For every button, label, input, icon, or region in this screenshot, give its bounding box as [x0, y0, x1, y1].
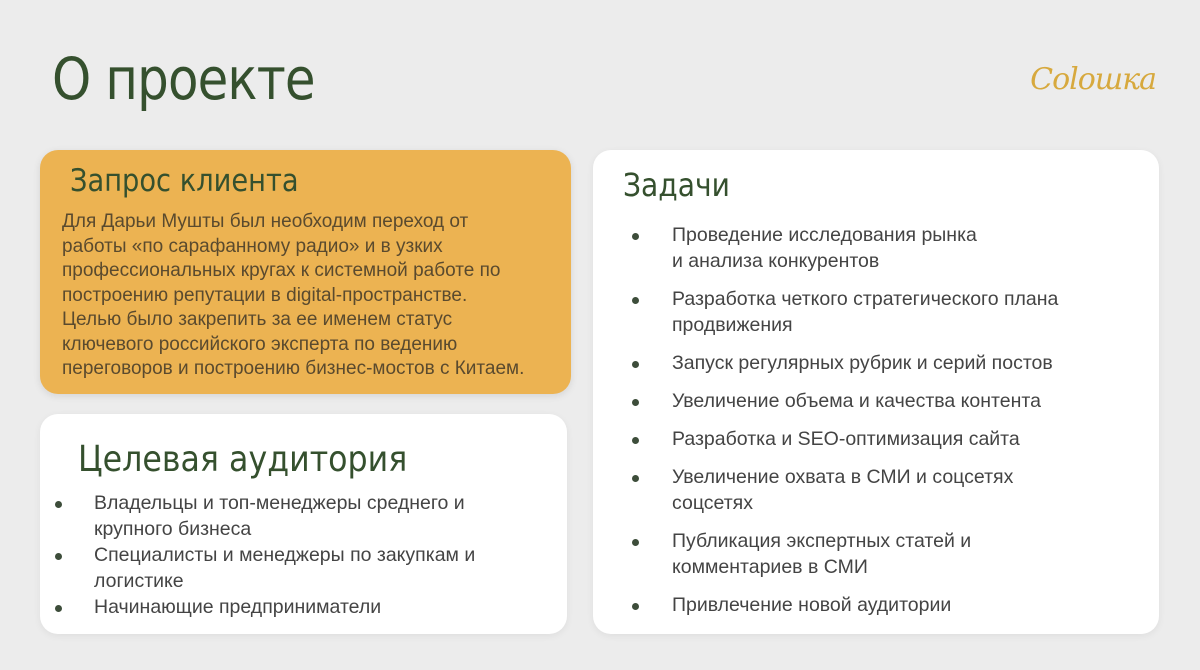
list-item-text: Публикация экспертных статей и: [672, 530, 972, 552]
list-item: [593, 528, 1159, 580]
bullet-icon: [632, 297, 639, 304]
bullet-icon: [55, 605, 62, 612]
list-item: [40, 594, 567, 620]
list-item-text: крупного бизнеса: [94, 518, 252, 540]
list-item: [593, 388, 1159, 414]
list-item-text: Увеличение охвата в СМИ и соцсетях: [672, 466, 1014, 488]
list-item: [593, 222, 1159, 274]
bullet-icon: [632, 603, 639, 610]
list-item: [593, 350, 1159, 376]
bullet-icon: [632, 233, 639, 240]
list-item-text: Проведение исследования рынка: [672, 224, 977, 246]
target-audience-heading: Целевая аудитория: [78, 439, 408, 480]
request-line: ключевого российского эксперта по ведению: [62, 333, 458, 355]
list-item-text: Владельцы и топ-менеджеры среднего и: [94, 492, 465, 514]
list-item-text: Привлечение новой аудитории: [672, 594, 952, 616]
list-item: [40, 490, 567, 542]
tasks-card: [593, 150, 1159, 634]
list-item-text: и анализа конкурентов: [672, 250, 880, 272]
bullet-icon: [632, 361, 639, 368]
client-request-heading: Запрос клиента: [70, 163, 299, 199]
tasks-heading: Задачи: [623, 166, 730, 204]
list-item-text: продвижения: [672, 314, 793, 336]
list-item-text: соцсетях: [672, 492, 753, 514]
page-title: О проекте: [52, 45, 315, 113]
request-line: профессиональных кругах к системной работе по: [62, 260, 501, 281]
client-request-card: [40, 150, 571, 394]
list-item-text: комментариев в СМИ: [672, 556, 868, 578]
list-item: [593, 426, 1159, 452]
audience-list: [40, 490, 567, 620]
list-item-text: Запуск регулярных рубрик и серий постов: [672, 352, 1053, 374]
request-line: построению репутации в digital-пространстве.: [62, 284, 468, 306]
request-line: Целью было закрепить за ее именем статус: [62, 309, 453, 330]
list-item-text: Разработка и SEO-оптимизация сайта: [672, 428, 1020, 450]
list-item-text: Начинающие предприниматели: [94, 596, 382, 618]
bullet-icon: [55, 553, 62, 560]
request-line: Для Дарьи Мушты был необходим переход от: [62, 211, 469, 232]
target-audience-card: [40, 414, 567, 634]
request-line: работы «по сарафанному радио» и в узких: [62, 235, 443, 257]
bullet-icon: [632, 399, 639, 406]
list-item: [593, 464, 1159, 516]
brand-logo: Сolошка: [1030, 62, 1156, 97]
client-request-text: [62, 210, 562, 382]
tasks-list: [593, 222, 1159, 630]
bullet-icon: [55, 501, 62, 508]
list-item: [593, 286, 1159, 338]
bullet-icon: [632, 539, 639, 546]
list-item-text: Специалисты и менеджеры по закупкам и: [94, 544, 476, 566]
list-item: [40, 542, 567, 594]
list-item-text: Увеличение объема и качества контента: [672, 390, 1041, 412]
list-item-text: Разработка четкого стратегического плана: [672, 288, 1059, 310]
bullet-icon: [632, 437, 639, 444]
list-item: [593, 592, 1159, 618]
request-line: переговоров и построению бизнес-мостов с Китаем.: [62, 358, 525, 379]
list-item-text: логистике: [94, 570, 184, 592]
bullet-icon: [632, 475, 639, 482]
